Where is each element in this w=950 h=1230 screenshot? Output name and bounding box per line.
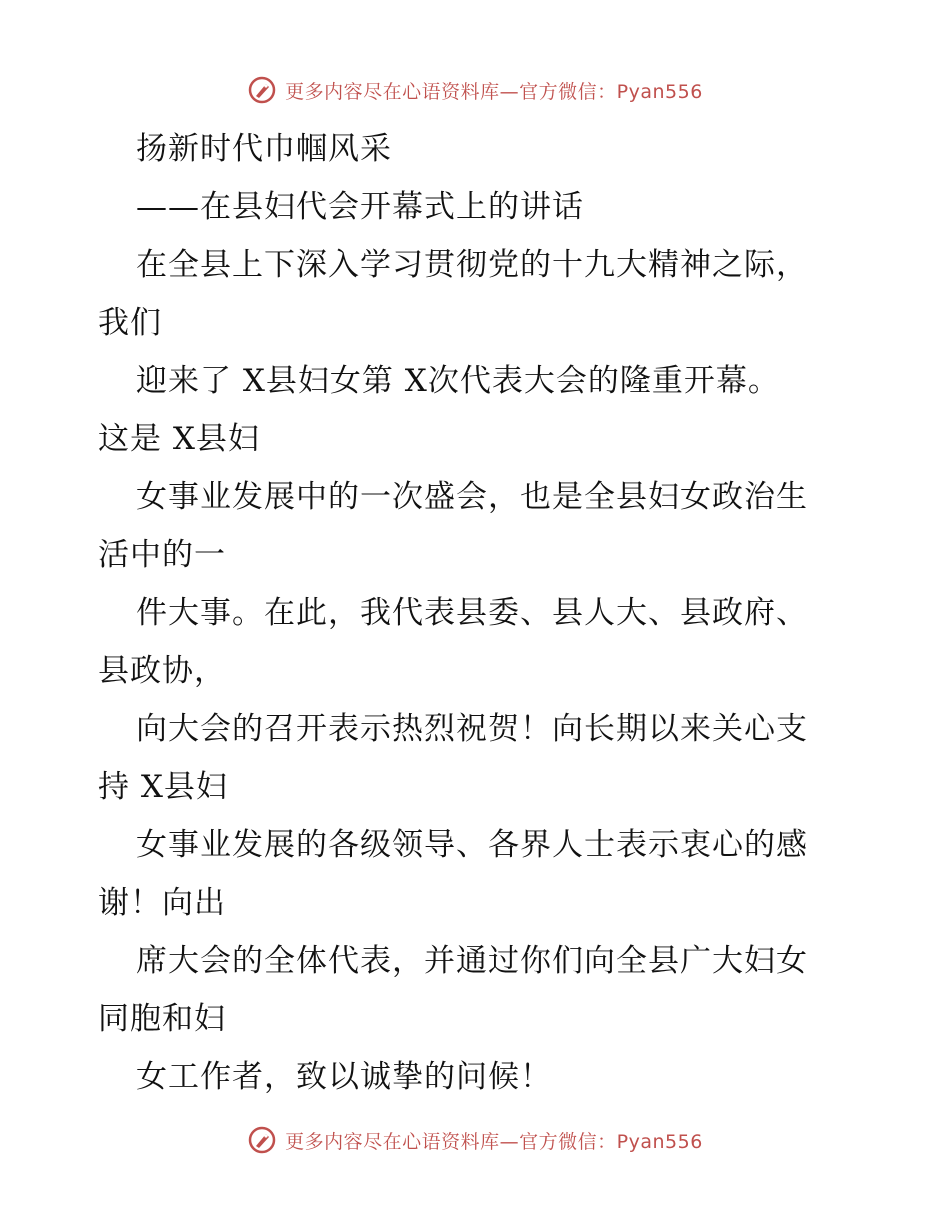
text-line: 女事业发展中的一次盛会，也是全县妇女政治生 (136, 479, 808, 515)
text-line: 席大会的全体代表，并通过你们向全县广大妇女 (136, 943, 808, 979)
text-line: 我们 (98, 305, 162, 341)
text-line: 女事业发展的各级领导、各界人士表示衷心的感 (136, 827, 808, 863)
text-line: 县政协， (98, 653, 226, 689)
document-body (98, 120, 858, 1106)
document-title: 扬新时代巾帼风采 (136, 131, 392, 167)
footer-banner (0, 1120, 950, 1160)
text-line: 同胞和妇 (98, 1001, 226, 1037)
text-line: 这是 X县妇 (98, 421, 260, 457)
text-line: 迎来了 X县妇女第 X次代表大会的隆重开幕。 (136, 363, 780, 399)
footer-banner-text: 更多内容尽在心语资料库—官方微信：Pyan556 (285, 1130, 703, 1153)
pen-nib-logo-icon (247, 75, 277, 105)
document-subtitle: ——在县妇代会开幕式上的讲话 (136, 189, 584, 225)
text-line: 件大事。在此，我代表县委、县人大、县政府、 (136, 595, 808, 631)
text-line: 向大会的召开表示热烈祝贺！向长期以来关心支 (136, 711, 808, 747)
text-line: 持 X县妇 (98, 769, 228, 805)
text-line: 谢！向出 (98, 885, 226, 921)
text-line: 在全县上下深入学习贯彻党的十九大精神之际， (136, 247, 808, 283)
text-line: 女工作者，致以诚挚的问候！ (136, 1059, 552, 1095)
header-banner-text: 更多内容尽在心语资料库—官方微信：Pyan556 (285, 80, 703, 103)
header-banner (0, 70, 950, 110)
text-line: 活中的一 (98, 537, 226, 573)
pen-nib-logo-icon (247, 1125, 277, 1155)
